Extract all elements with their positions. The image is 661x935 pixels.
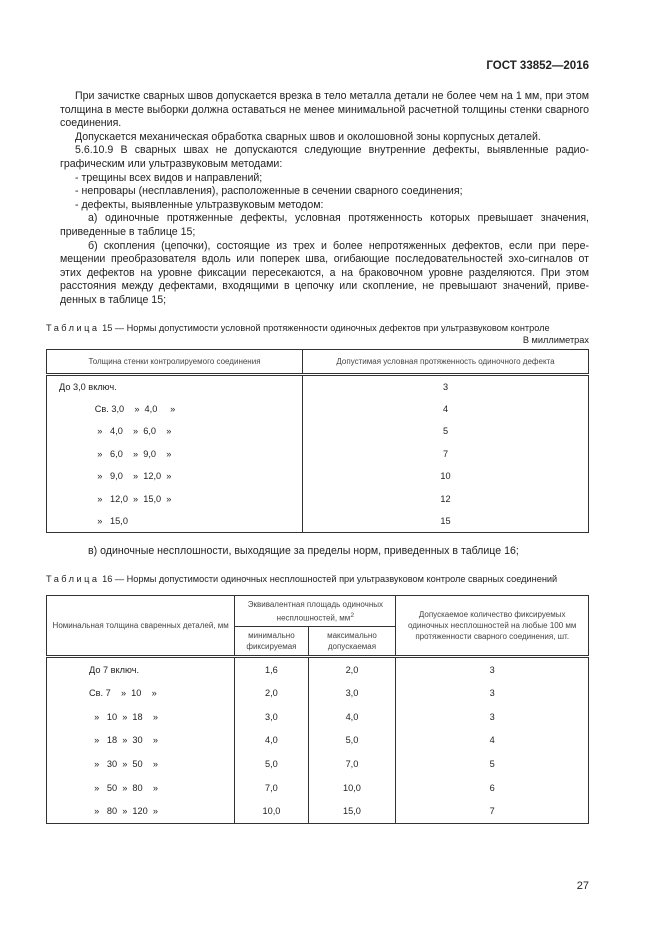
list-item: - дефекты, выявленные ультразвуковым методом:	[75, 198, 324, 211]
table-cell: Св. 3,0 » 4,0 »	[47, 398, 303, 420]
table-row	[47, 398, 589, 420]
table-cell: 4,0	[308, 705, 396, 729]
column-header	[235, 595, 396, 626]
table-cell: 2,0	[235, 681, 308, 705]
table-row	[47, 729, 589, 753]
table-cell: 4	[303, 398, 589, 420]
table-cell: 10,0	[308, 776, 396, 800]
table-label: Таблица	[46, 322, 100, 333]
table-cell: 6	[396, 776, 589, 800]
page-number: 27	[576, 879, 589, 892]
column-header: Допустимая условная протяженность одиночного дефекта	[303, 349, 589, 374]
caption-text: 15 — Нормы допустимости условной протяженности одиночных дефектов при ультразвуковом контроле	[102, 322, 550, 333]
table15-unit: В миллиметрах	[522, 334, 589, 345]
table-cell: 7	[303, 443, 589, 465]
table-cell: » 80 » 120 »	[47, 799, 235, 823]
table-row	[47, 799, 589, 823]
table-cell: 5,0	[235, 752, 308, 776]
paragraph: Допускается механическая обработка сварных швов и околошовной зоны корпусных деталей.	[75, 130, 541, 143]
sub-item: а) одиночные протяженные дефекты, условная протяженность которых превышает значения, приведенные в таблице 15;	[60, 212, 589, 238]
table-cell: 7	[396, 799, 589, 823]
table-cell: 5	[396, 752, 589, 776]
column-header: минимально фиксируемая	[235, 626, 308, 656]
list-item: - непровары (несплавления), расположенные в сечении сварного соединения;	[75, 185, 463, 198]
table-row	[47, 374, 589, 398]
table15-caption	[46, 322, 589, 334]
table-cell: 3,0	[235, 705, 308, 729]
paragraph: в) одиночные несплошности, выходящие за пределы норм, приведенных в таблице 16;	[88, 545, 519, 558]
table-16	[46, 595, 589, 824]
list-item: - трещины всех видов и направлений;	[75, 171, 263, 184]
table-cell: » 12,0 » 15,0 »	[47, 487, 303, 509]
table-row	[47, 420, 589, 442]
table-row	[47, 465, 589, 487]
table-cell: 10	[303, 465, 589, 487]
table-15	[46, 349, 589, 534]
table-row	[47, 681, 589, 705]
column-header: Толщина стенки контролируемого соединения	[47, 349, 303, 374]
table-cell: 12	[303, 487, 589, 509]
table-cell: » 4,0 » 6,0 »	[47, 420, 303, 442]
table-cell: Св. 7 » 10 »	[47, 681, 235, 705]
table-cell: 10,0	[235, 799, 308, 823]
header-text: Эквивалентная площадь одиночных несплошностей, мм	[247, 599, 383, 623]
table-row	[47, 705, 589, 729]
column-header: Номинальная толщина сваренных деталей, мм	[47, 595, 235, 656]
document-header: ГОСТ 33852—2016	[486, 60, 589, 72]
table-cell: 15	[303, 510, 589, 533]
table-cell: 4,0	[235, 729, 308, 753]
table-row	[47, 443, 589, 465]
table-cell: 15,0	[308, 799, 396, 823]
table-row	[47, 510, 589, 533]
table-cell: 3	[396, 656, 589, 681]
body-text	[60, 90, 589, 308]
table-cell: 3	[396, 681, 589, 705]
paragraph: 5.6.10.9 В сварных швах не допускаются следующие внутренние дефекты, выявленные радиографическим или ультразвуковым методами:	[60, 144, 589, 170]
table-cell: 2,0	[308, 656, 396, 681]
table-cell: » 30 » 50 »	[47, 752, 235, 776]
table-cell: До 7 включ.	[47, 656, 235, 681]
superscript: 2	[350, 611, 355, 619]
column-header: Допускаемое количество фиксируемых одиночных несплошностей на любые 100 мм протяженности сварного соединения, шт.	[396, 595, 589, 656]
table-cell: До 3,0 включ.	[47, 374, 303, 398]
table-row	[47, 752, 589, 776]
table-cell: » 18 » 30 »	[47, 729, 235, 753]
table-cell: » 15,0	[47, 510, 303, 533]
table-cell: » 10 » 18 »	[47, 705, 235, 729]
table-label: Таблица	[46, 573, 100, 584]
table-cell: » 9,0 » 12,0 »	[47, 465, 303, 487]
table-cell: 5,0	[308, 729, 396, 753]
table-cell: » 6,0 » 9,0 »	[47, 443, 303, 465]
table-cell: 4	[396, 729, 589, 753]
table-cell: 1,6	[235, 656, 308, 681]
table-row	[47, 776, 589, 800]
table-cell: 3,0	[308, 681, 396, 705]
table-cell: 3	[396, 705, 589, 729]
table-cell: 7,0	[308, 752, 396, 776]
table-row	[47, 656, 589, 681]
table-cell: » 50 » 80 »	[47, 776, 235, 800]
table-row	[47, 487, 589, 509]
table-cell: 3	[303, 374, 589, 398]
caption-text: 16 — Нормы допустимости одиночных несплошностей при ультразвуковом контроле сварных соединений	[102, 573, 558, 584]
table16-caption	[46, 573, 589, 585]
paragraph: При зачистке сварных швов допускается врезка в тело металла детали не более чем на 1 мм, при этом толщина в месте выборки должна оставаться не менее минимальной расчетной толщины стенки сварного соединения.	[60, 90, 589, 130]
table-cell: 5	[303, 420, 589, 442]
sub-item: б) скопления (цепочки), состоящие из трех и более непротяженных дефектов, если при перемещении преобразователя вдоль или поперек шва, огибающие последовательностей эхо-сигналов от этих дефектов на уровне фиксации пересекаются, а на браковочном уровне разделяются. При этом расстояния между дефектами, входящими в цепочку или скопление, не превышают значений, приведенных в таблице 15;	[60, 239, 589, 306]
column-header: максимально допускаемая	[308, 626, 396, 656]
table-cell: 7,0	[235, 776, 308, 800]
